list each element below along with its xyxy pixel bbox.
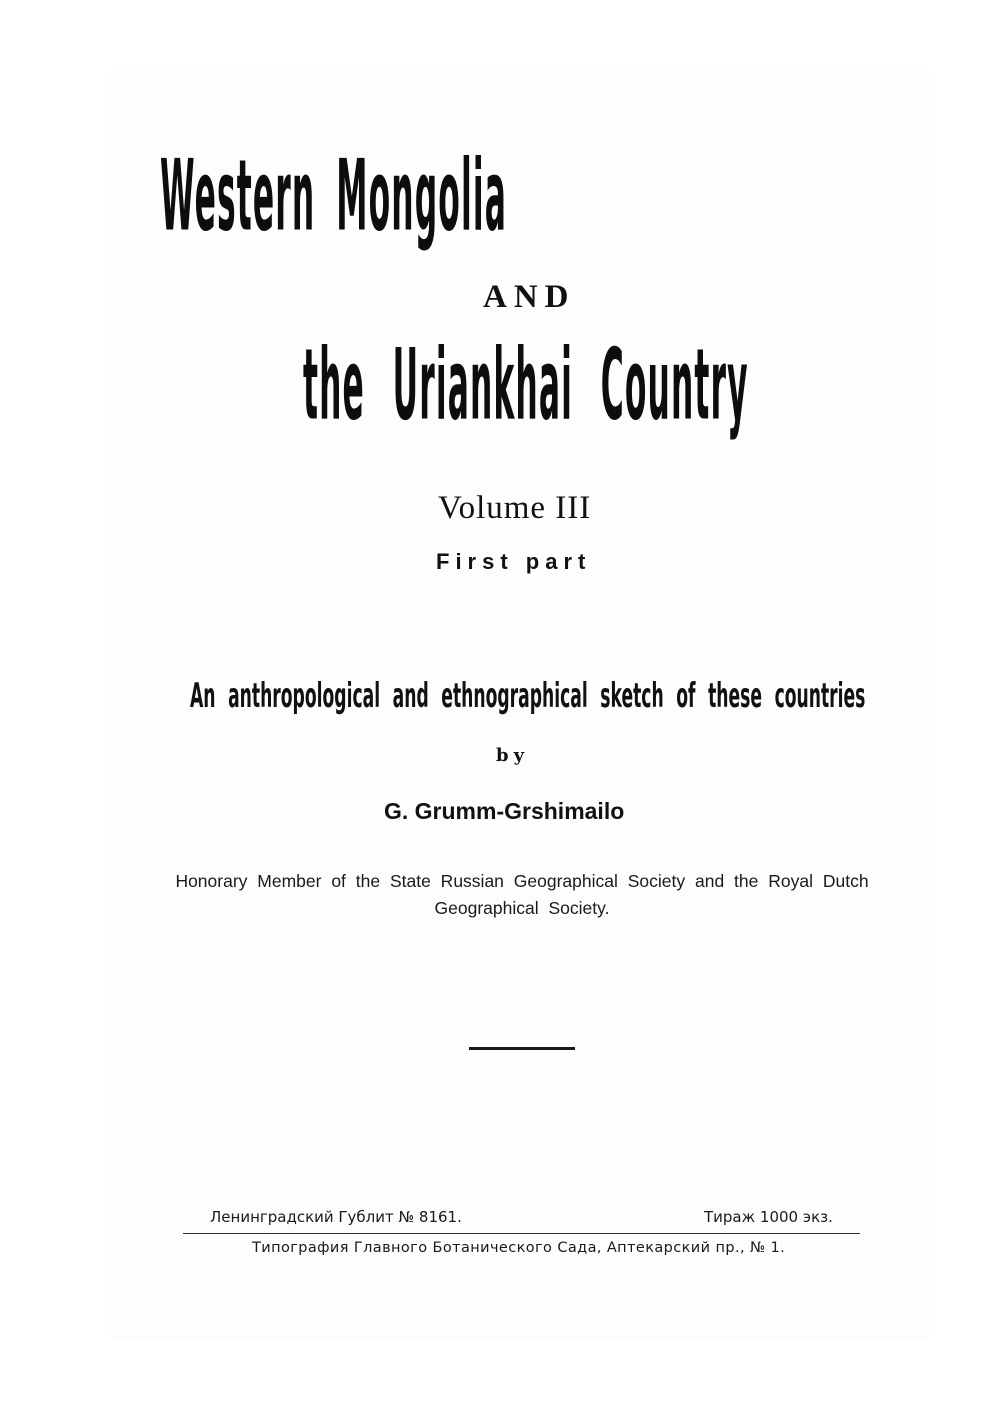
title-line-1: Western Mongolia bbox=[160, 140, 507, 254]
title-conjunction: AND bbox=[483, 279, 576, 315]
subtitle: An anthropological and ethnographical sketch of these countries bbox=[190, 677, 866, 716]
imprint-rule bbox=[183, 1233, 860, 1234]
author-affiliation: Honorary Member of the State Russian Geographical Society and the Royal Dutch Geographical Society. bbox=[175, 871, 869, 918]
printer-line: Типография Главного Ботанического Сада, Аптекарский пр., № 1. bbox=[252, 1240, 786, 1256]
by-label: by bbox=[496, 745, 530, 766]
title-line-2: the Uriankhai Country bbox=[303, 329, 749, 443]
censorship-imprint: Ленинградский Гублит № 8161. bbox=[210, 1208, 462, 1226]
author-name: G. Grumm-Grshimailo bbox=[384, 798, 625, 824]
part-label: First part bbox=[436, 549, 592, 574]
volume-label: Volume III bbox=[438, 490, 592, 526]
separator-rule bbox=[469, 1047, 575, 1050]
print-run: Тираж 1000 экз. bbox=[704, 1208, 833, 1226]
